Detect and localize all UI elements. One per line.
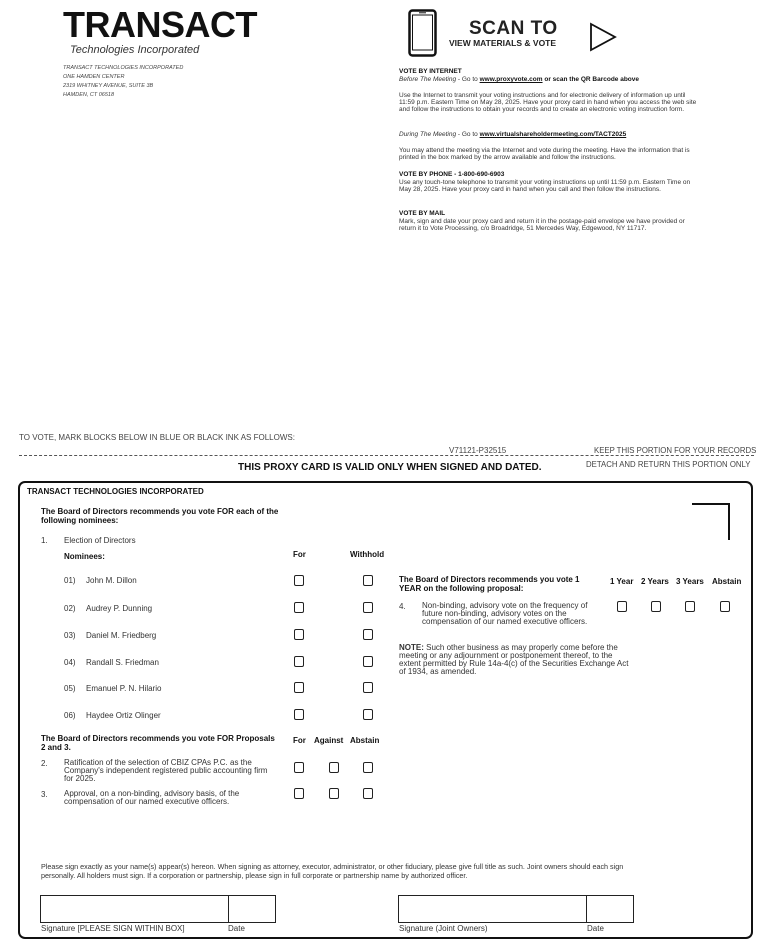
nominee-name: Daniel M. Friedberg (86, 631, 157, 640)
nominee-1-withhold-checkbox[interactable] (363, 575, 373, 586)
joint-date-box[interactable] (586, 895, 634, 923)
company-logo: TRANSACT (63, 4, 257, 45)
valid-notice: THIS PROXY CARD IS VALID ONLY WHEN SIGNED AND DATED. (238, 462, 542, 473)
joint-date-label: Date (587, 924, 604, 933)
before-go: - Go to (456, 76, 480, 83)
during-go: - Go to (456, 131, 480, 138)
address-line: TRANSACT TECHNOLOGIES INCORPORATED (63, 65, 184, 71)
nominee-number: 06) (64, 711, 76, 720)
nominee-5-withhold-checkbox[interactable] (363, 682, 373, 693)
nominee-number: 01) (64, 576, 76, 585)
nominee-number: 02) (64, 604, 76, 613)
prop4-abstain-checkbox[interactable] (720, 601, 730, 612)
board-recommendation-2: The Board of Directors recommends you vote FOR Proposals 2 and 3. (41, 734, 275, 752)
prop4-text: Non-binding, advisory vote on the frequency of future non-binding, advisory votes on the compensation of our named executive officers. (422, 601, 588, 626)
logo-subtitle: Technologies Incorporated (70, 44, 200, 56)
joint-signature-box[interactable] (398, 895, 587, 923)
signature-box[interactable] (40, 895, 229, 923)
nominee-name: Emanuel P. N. Hilario (86, 684, 162, 693)
before-tail: or scan the QR Barcode above (542, 76, 639, 83)
smartphone-icon (408, 9, 437, 57)
prop4-number: 4. (399, 602, 406, 611)
nominee-4-withhold-checkbox[interactable] (363, 656, 373, 667)
abstain-column-label: Abstain (350, 736, 380, 745)
control-code: V71121-P32515 (449, 446, 507, 455)
abstain-column-label: Abstain (712, 577, 742, 586)
signature-label: Signature [PLEASE SIGN WITHIN BOX] (41, 924, 185, 933)
for-column-label: For (293, 550, 306, 559)
prop3-number: 3. (41, 790, 48, 799)
phone-title: VOTE BY PHONE - 1-800-690-6903 (399, 171, 505, 178)
before-label: Before The Meeting (399, 76, 457, 83)
address-line: ONE HAMDEN CENTER (63, 74, 125, 80)
prop2-against-checkbox[interactable] (329, 762, 339, 773)
three-years-column-label: 3 Years (676, 577, 704, 586)
address-line: HAMDEN, CT 06518 (63, 92, 115, 98)
prop3-against-checkbox[interactable] (329, 788, 339, 799)
board-recommendation-1: The Board of Directors recommends you vote FOR each of the following nominees: (41, 507, 279, 525)
two-years-column-label: 2 Years (641, 577, 669, 586)
nominee-number: 03) (64, 631, 76, 640)
during-body: You may attend the meeting via the Internet and vote during the meeting. Have the information that is printed in the box marked by the arrow available and follow the instructions. (399, 147, 690, 161)
nominee-2-withhold-checkbox[interactable] (363, 602, 373, 613)
board-recommendation-3: The Board of Directors recommends you vote 1 YEAR on the following proposal: (399, 575, 580, 593)
nominee-number: 04) (64, 658, 76, 667)
one-year-column-label: 1 Year (610, 577, 634, 586)
prop4-2yr-checkbox[interactable] (651, 601, 661, 612)
item1-label: Election of Directors (64, 536, 136, 545)
nominee-5-for-checkbox[interactable] (294, 682, 304, 693)
scan-title: SCAN TO (469, 18, 558, 39)
card-company: TRANSACT TECHNOLOGIES INCORPORATED (27, 487, 204, 496)
nominee-3-withhold-checkbox[interactable] (363, 629, 373, 640)
against-column-label: Against (314, 736, 344, 745)
corner-mark (692, 503, 730, 540)
nominee-name: Haydee Ortiz Olinger (86, 711, 161, 720)
virtual-meeting-link[interactable]: www.virtualshareholdermeeting.com/TACT2025 (479, 131, 627, 138)
nominee-2-for-checkbox[interactable] (294, 602, 304, 613)
nominee-name: Randall S. Friedman (86, 658, 159, 667)
prop2-text: Ratification of the selection of CBIZ CPAs P.C. as the Company's independent registered public accounting firm for 2025. (64, 758, 268, 783)
nominee-6-for-checkbox[interactable] (294, 709, 304, 720)
note-body: Such other business as may properly come before the meeting or any adjournment or postponement thereof, to the extent permitted by Rule 14a-4(c) of the Securities Exchange Act of 1934, as amended. (399, 643, 629, 676)
prop4-3yr-checkbox[interactable] (685, 601, 695, 612)
keep-portion-label: KEEP THIS PORTION FOR YOUR RECORDS (594, 446, 757, 455)
mail-title: VOTE BY MAIL (399, 210, 446, 217)
detach-portion-label: DETACH AND RETURN THIS PORTION ONLY (586, 460, 751, 469)
nominee-name: Audrey P. Dunning (86, 604, 153, 613)
proxyvote-link[interactable]: www.proxyvote.com (479, 76, 543, 83)
for-column-label: For (293, 736, 306, 745)
company-address (63, 64, 183, 100)
note-text (399, 644, 635, 676)
prop2-number: 2. (41, 759, 48, 768)
before-meeting-line (399, 76, 639, 83)
mail-body: Mark, sign and date your proxy card and return it in the postage-paid envelope we have provided or return it to Vote Processing, c/o Broadridge, 51 Mercedes Way, Edgewood, NY 11717. (399, 218, 685, 232)
prop2-for-checkbox[interactable] (294, 762, 304, 773)
to-vote-instruction: TO VOTE, MARK BLOCKS BELOW IN BLUE OR BLACK INK AS FOLLOWS: (19, 433, 295, 442)
nominee-number: 05) (64, 684, 76, 693)
prop2-abstain-checkbox[interactable] (363, 762, 373, 773)
withhold-column-label: Withhold (350, 550, 385, 559)
address-line: 2319 WHITNEY AVENUE, SUITE 3B (63, 83, 154, 89)
prop3-text: Approval, on a non-binding, advisory basis, of the compensation of our named executive officers. (64, 789, 240, 806)
item1-number: 1. (41, 536, 48, 545)
nominee-4-for-checkbox[interactable] (294, 656, 304, 667)
nominees-label: Nominees: (64, 552, 105, 561)
nominee-6-withhold-checkbox[interactable] (363, 709, 373, 720)
nominee-name: John M. Dillon (86, 576, 137, 585)
scan-subtitle: VIEW MATERIALS & VOTE (449, 38, 557, 48)
play-arrow-icon (588, 22, 618, 52)
nominee-1-for-checkbox[interactable] (294, 575, 304, 586)
nominee-3-for-checkbox[interactable] (294, 629, 304, 640)
date-label: Date (228, 924, 245, 933)
prop3-abstain-checkbox[interactable] (363, 788, 373, 799)
internet-body: Use the Internet to transmit your voting instructions and for electronic delivery of information up until 11:59 p.m. Eastern Time on May 28, 2025. Have your proxy card in hand when you access the web site and follow the instructions to obtain your records and to create an electronic voting instruction form. (399, 92, 697, 113)
during-label: During The Meeting (399, 131, 457, 138)
date-box[interactable] (228, 895, 276, 923)
prop4-1yr-checkbox[interactable] (617, 601, 627, 612)
internet-title: VOTE BY INTERNET (399, 68, 462, 75)
signing-instructions: Please sign exactly as your name(s) appear(s) hereon. When signing as attorney, executor, administrator, or other fiduciary, please give full title as such. Joint owners should each sign personally. All holders must sign. If a corporation or partnership, please sign in full corporate or partnership name by authorized officer. (41, 862, 624, 880)
joint-signature-label: Signature (Joint Owners) (399, 924, 488, 933)
during-meeting-line (399, 131, 626, 138)
prop3-for-checkbox[interactable] (294, 788, 304, 799)
phone-body: Use any touch-tone telephone to transmit your voting instructions up until 11:59 p.m. Eastern Time on May 28, 2025. Have your proxy card in hand when you call and then follow the instructions. (399, 179, 691, 193)
detach-line (19, 455, 754, 456)
note-label: NOTE: (399, 643, 424, 652)
